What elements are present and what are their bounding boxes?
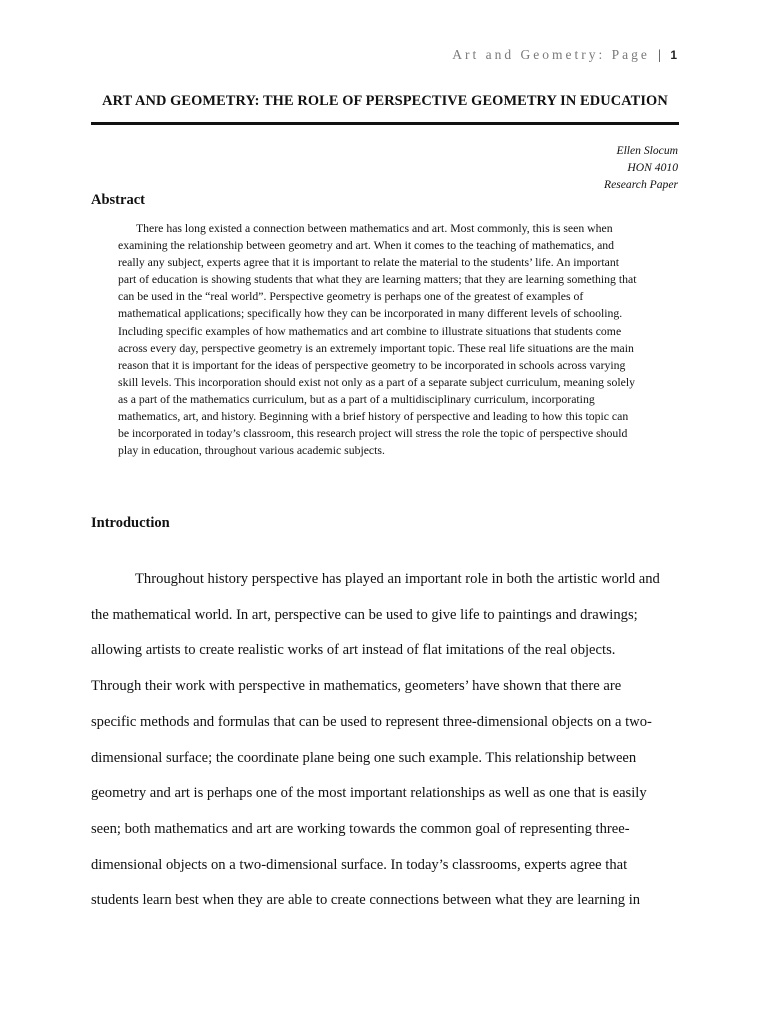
abstract-line: mathematical applications; specifically how they can be incorporated in many different levels of schooling. [118,307,623,321]
body-line: dimensional surface; the coordinate plane being one such example. This relationship between [91,749,637,766]
abstract-line: really any subject, experts agree that it is important to relate the material to the students’ life. An important [118,256,619,270]
title-rule [91,122,679,125]
abstract-line: can be used in the “real world”. Perspective geometry is perhaps one of the greatest of examples of [118,290,584,304]
header-separator: | [658,47,661,62]
byline [604,142,678,194]
body-line: seen; both mathematics and art are working towards the common goal of representing three- [91,820,630,837]
body-line: the mathematical world. In art, perspective can be used to give life to paintings and drawings; [91,606,638,623]
document-type: Research Paper [604,178,678,192]
course-code: HON 4010 [627,161,678,175]
abstract-line: skill levels. This incorporation should exist not only as a part of a separate subject curriculum, meaning solely [118,375,635,389]
abstract-line: There has long existed a connection between mathematics and art. Most commonly, this is seen when [136,222,613,235]
abstract-line: as a part of the mathematics curriculum, but as a part of a multidisciplinary curriculum, incorporating [118,392,595,406]
body-line: students learn best when they are able to create connections between what they are learning in [91,892,641,909]
abstract-paragraph [118,220,684,459]
introduction-paragraph [91,562,691,919]
body-line: allowing artists to create realistic works of art instead of flat imitations of the real objects. [91,642,616,659]
abstract-line: examining the relationship between geometry and art. When it comes to the teaching of mathematics, and [118,239,615,253]
abstract-line: be incorporated in today’s classroom, this research project will stress the role the topic of perspective should [118,427,628,441]
abstract-line: play in education, throughout various academic subjects. [118,444,385,458]
running-title: Art and Geometry: Page [452,47,650,62]
abstract-line: Including specific examples of how mathematics and art combine to illustrate situations that students come [118,324,622,338]
body-line: Throughout history perspective has played an important role in both the artistic world and [135,571,660,587]
introduction-heading: Introduction [91,515,170,531]
abstract-line: part of education is showing students that what they are learning matters; that they are learning something that [118,273,637,287]
abstract-line: across every day, perspective geometry is an extremely important topic. These real life situations are the main [118,341,634,355]
author-name: Ellen Slocum [616,144,678,157]
body-line: dimensional objects on a two-dimensional surface. In today’s classrooms, experts agree that [91,856,628,873]
paper-title: ART AND GEOMETRY: THE ROLE OF PERSPECTIVE GEOMETRY IN EDUCATION [102,93,668,109]
abstract-line: reason that it is important for the ideas of perspective geometry to be incorporated in schools across varying [118,358,626,372]
page-number: 1 [670,48,677,62]
abstract-heading: Abstract [91,192,145,208]
running-header [452,47,677,63]
abstract-line: mathematics, art, and history. Beginning with a brief history of perspective and leading to how this topic can [118,410,629,424]
body-line: specific methods and formulas that can be used to represent three-dimensional objects on a two- [91,713,652,730]
body-line: Through their work with perspective in mathematics, geometers’ have shown that there are [91,678,622,695]
body-line: geometry and art is perhaps one of the most important relationships as well as one that is easily [91,785,647,802]
